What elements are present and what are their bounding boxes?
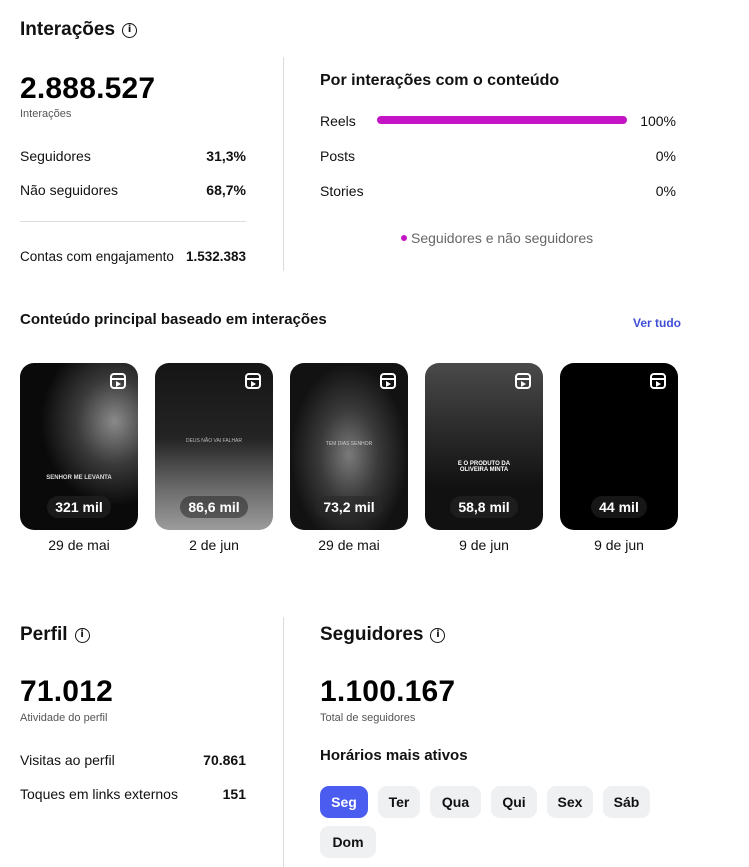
external-links-row [20, 786, 246, 802]
reel-icon [245, 373, 261, 389]
followers-share-row [20, 148, 246, 164]
thumb-caption: SENHOR ME LEVANTA [46, 475, 112, 481]
row-value: 31,3% [206, 148, 246, 164]
see-all-link[interactable]: Ver tudo [633, 316, 682, 330]
bar-label-stories: Stories [320, 183, 364, 199]
profile-total: 71.012 [20, 675, 113, 708]
thumb-date: 2 de jun [189, 537, 239, 553]
reel-icon [110, 373, 126, 389]
day-tab-qui[interactable]: Qui [491, 786, 537, 818]
bar-label-reels: Reels [320, 113, 356, 129]
thumb-value: 86,6 mil [180, 496, 247, 518]
thumb-date: 29 de mai [318, 537, 380, 553]
thumb-value: 58,8 mil [450, 496, 517, 518]
profile-total-label: Atividade do perfil [20, 712, 108, 724]
row-value: 68,7% [206, 182, 246, 198]
thumb-date: 9 de jun [594, 537, 644, 553]
thumb-caption: DEUS NÃO VAI FALHAR [185, 438, 243, 444]
thumb-value: 321 mil [47, 496, 110, 518]
interactions-title [20, 19, 137, 41]
row-label: Toques em links externos [20, 786, 178, 802]
bar-value-stories: 0% [655, 183, 676, 199]
profile-title [20, 624, 90, 646]
content-thumb-2[interactable] [155, 363, 273, 530]
reel-icon [650, 373, 666, 389]
followers-title-text: Seguidores [320, 624, 424, 645]
day-tab-sex[interactable]: Sex [547, 786, 593, 818]
content-thumb-4[interactable] [425, 363, 543, 530]
content-thumb-1[interactable] [20, 363, 138, 530]
thumb-caption: E O PRODUTO DA OLIVEIRA MINTA [457, 461, 511, 473]
day-tab-qua[interactable]: Qua [430, 786, 481, 818]
thumb-caption: TEM DIAS SENHOR [325, 441, 373, 447]
reel-icon [380, 373, 396, 389]
non-followers-share-row [20, 182, 246, 198]
followers-total-label: Total de seguidores [320, 712, 416, 724]
vertical-divider [283, 617, 284, 867]
interactions-total-label: Interações [20, 108, 72, 120]
row-label: Não seguidores [20, 182, 119, 198]
active-times-title: Horários mais ativos [320, 747, 468, 764]
legend-dot-icon [401, 235, 407, 241]
content-thumb-5[interactable] [560, 363, 678, 530]
bar-label-posts: Posts [320, 148, 356, 164]
bar-value-posts: 0% [655, 148, 676, 164]
day-tab-seg[interactable]: Seg [320, 786, 368, 818]
info-icon[interactable]: i [122, 23, 137, 38]
info-icon[interactable]: i [75, 628, 90, 643]
bar-track-reels [377, 116, 627, 124]
vertical-divider [283, 57, 284, 271]
engaged-accounts-row [20, 249, 246, 264]
thumb-date: 29 de mai [48, 537, 110, 553]
interactions-total: 2.888.527 [20, 72, 156, 105]
bar-value-reels: 100% [640, 113, 676, 129]
followers-title [320, 624, 445, 646]
thumb-value: 73,2 mil [315, 496, 382, 518]
reel-icon [515, 373, 531, 389]
day-tab-sab[interactable]: Sáb [603, 786, 650, 818]
info-icon[interactable]: i [430, 628, 445, 643]
legend-label: Seguidores e não seguidores [411, 230, 594, 246]
day-tab-dom[interactable]: Dom [320, 826, 376, 858]
row-label: Seguidores [20, 148, 91, 164]
content-thumb-3[interactable] [290, 363, 408, 530]
row-label: Visitas ao perfil [20, 752, 115, 768]
bar-fill-reels [377, 116, 627, 124]
day-tab-ter[interactable]: Ter [378, 786, 420, 818]
by-content-title: Por interações com o conteúdo [320, 72, 560, 89]
thumb-date: 9 de jun [459, 537, 509, 553]
row-value: 70.861 [203, 752, 246, 768]
top-content-title: Conteúdo principal baseado em interações [20, 311, 327, 328]
row-label: Contas com engajamento [20, 249, 174, 264]
row-value: 151 [222, 786, 246, 802]
divider [20, 221, 246, 222]
by-content-legend [401, 230, 593, 246]
followers-total: 1.100.167 [320, 675, 456, 708]
profile-title-text: Perfil [20, 624, 68, 645]
interactions-title-text: Interações [20, 19, 116, 40]
profile-visits-row [20, 752, 246, 768]
thumb-value: 44 mil [591, 496, 647, 518]
row-value: 1.532.383 [185, 249, 246, 264]
